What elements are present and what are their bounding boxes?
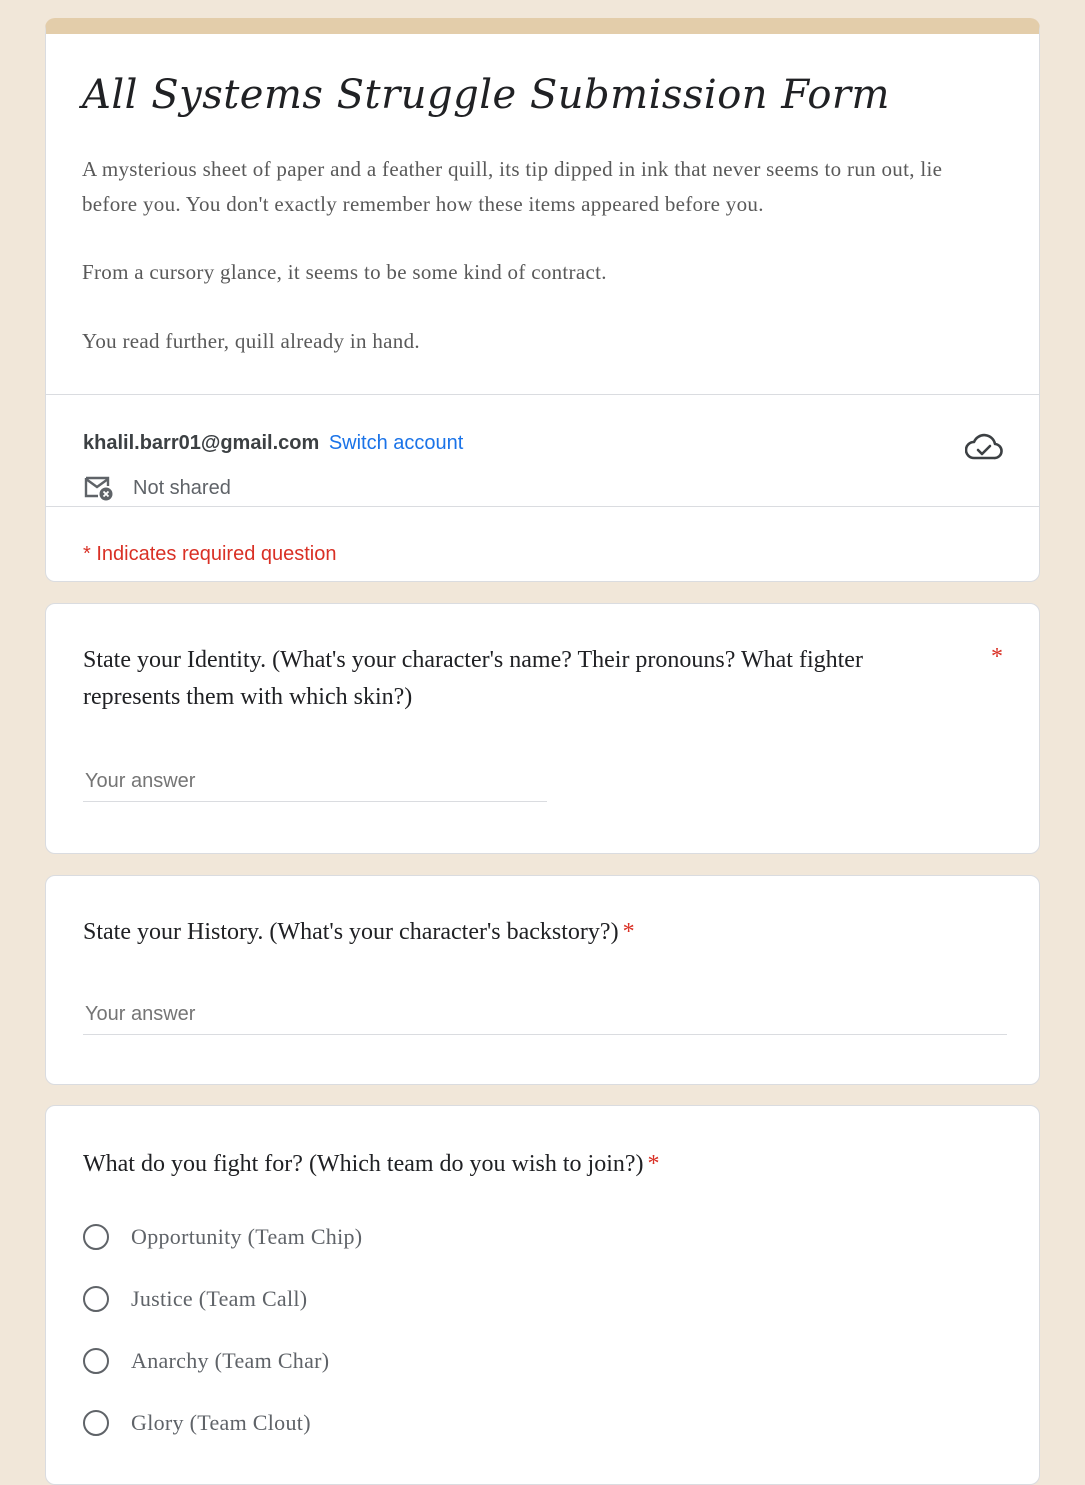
required-star: * xyxy=(622,919,635,945)
question-title: State your Identity. (What's your character's name? Their pronouns? What fighter represents them with which skin?) xyxy=(83,647,863,710)
radio-button[interactable] xyxy=(83,1286,109,1312)
radio-label: Anarchy (Team Char) xyxy=(131,1348,330,1373)
form-title: All Systems Struggle Submission Form xyxy=(82,72,890,118)
question-title-text: What do you fight for? (Which team do you wish to join?) xyxy=(83,1151,644,1177)
radio-option-justice[interactable] xyxy=(83,1286,307,1312)
question-card-identity xyxy=(45,603,1040,854)
header-divider xyxy=(46,394,1039,395)
account-email: khalil.barr01@gmail.com xyxy=(83,432,320,454)
radio-label: Justice (Team Call) xyxy=(131,1286,308,1311)
sharing-status-text: Not shared xyxy=(133,476,231,499)
account-row xyxy=(83,432,463,455)
radio-label: Glory (Team Clout) xyxy=(131,1410,311,1435)
form-header-card xyxy=(45,18,1040,582)
switch-account-link[interactable]: Switch account xyxy=(328,432,464,454)
radio-option-anarchy[interactable] xyxy=(83,1348,329,1374)
history-answer-input[interactable] xyxy=(83,1002,1007,1035)
description-paragraph-2: From a cursory glance, it seems to be some kind of contract. xyxy=(82,260,607,284)
radio-option-opportunity[interactable] xyxy=(83,1224,362,1250)
question-card-team xyxy=(45,1105,1040,1485)
sharing-status-row xyxy=(83,474,231,502)
cloud-done-icon xyxy=(965,432,1003,462)
description-paragraph-3: You read further, quill already in hand. xyxy=(82,328,420,353)
radio-option-glory[interactable] xyxy=(83,1410,311,1436)
identity-answer-input[interactable] xyxy=(83,769,547,802)
radio-button[interactable] xyxy=(83,1410,109,1436)
account-divider xyxy=(46,506,1039,507)
radio-label: Opportunity (Team Chip) xyxy=(131,1224,363,1249)
required-star: * xyxy=(647,1151,660,1177)
question-card-history xyxy=(45,875,1040,1085)
form-description xyxy=(82,152,1003,358)
radio-button[interactable] xyxy=(83,1224,109,1250)
description-paragraph-1: A mysterious sheet of paper and a feather quill, its tip dipped in ink that never seems to run out, lie before you. You don't exactly remember how these items appeared before you. xyxy=(82,157,943,216)
mail-not-shared-icon xyxy=(83,474,115,502)
question-title xyxy=(83,1146,660,1183)
required-note: * Indicates required question xyxy=(83,543,337,565)
question-title xyxy=(83,914,635,951)
question-title-text: State your History. (What's your character's backstory?) xyxy=(83,919,619,945)
radio-button[interactable] xyxy=(83,1348,109,1374)
required-star: * xyxy=(991,644,1003,670)
